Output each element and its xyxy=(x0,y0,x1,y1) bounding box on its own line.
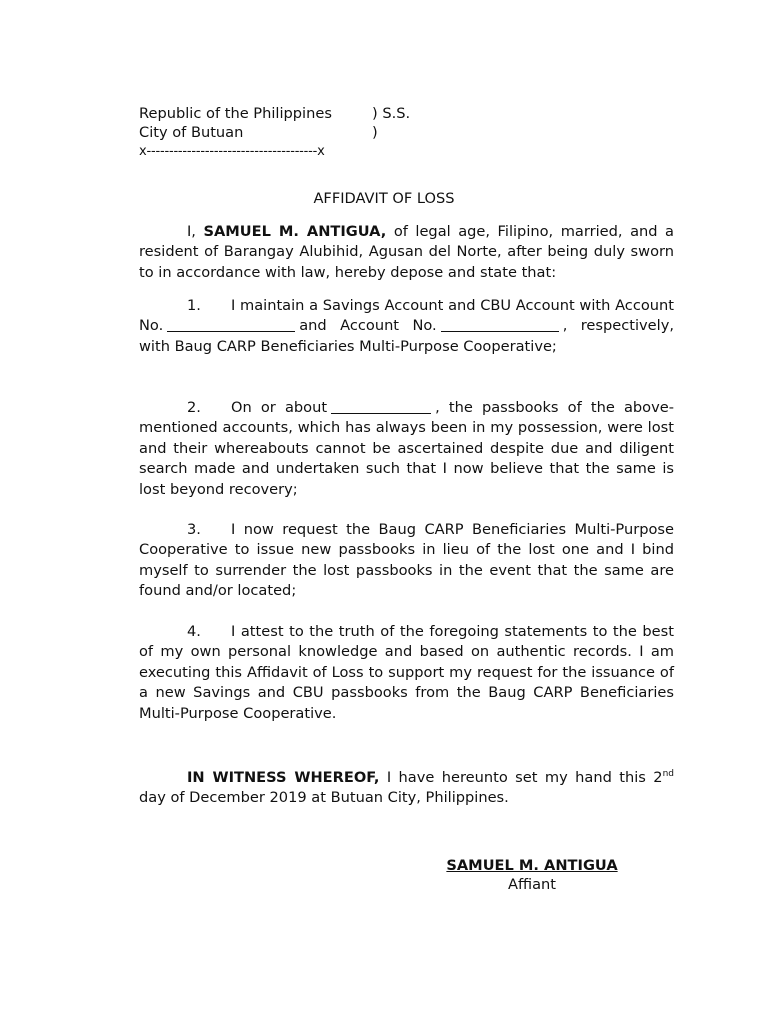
paragraph-3 xyxy=(139,520,674,602)
paragraph-3-number: 3. xyxy=(187,521,201,538)
caption-city: City of Butuan xyxy=(139,124,244,141)
intro-prefix: I, xyxy=(187,223,204,240)
paragraph-1-text-c: , respectively, with Baug CARP Beneficiaries Multi-Purpose Cooperative; xyxy=(139,317,674,355)
witness-lead: IN WITNESS WHEREOF, xyxy=(187,769,380,786)
paragraph-2 xyxy=(139,398,674,500)
paragraph-4-number: 4. xyxy=(187,623,201,640)
account-no-blank-2[interactable] xyxy=(441,317,559,332)
caption-bracket: ) xyxy=(372,124,378,141)
paragraph-1-number: 1. xyxy=(187,297,201,314)
caption-row-2 xyxy=(139,123,378,142)
witness-paragraph xyxy=(139,768,674,809)
signatory-name: SAMUEL M. ANTIGUA xyxy=(446,857,618,874)
signatory-role: Affiant xyxy=(507,876,556,893)
paragraph-3-text: I now request the Baug CARP Beneficiaries Multi-Purpose Cooperative to issue new passbooks in lieu of the lost one and I bind myself to surrender the lost passbooks in the event that the same are found and/or located; xyxy=(139,521,674,600)
paragraph-1-text-a: I maintain a Savings Account and CBU Account with Account No. xyxy=(139,297,674,335)
paragraph-2-text-a: On or about xyxy=(231,399,328,416)
intro-paragraph xyxy=(139,222,674,283)
signature-block xyxy=(440,856,624,894)
venue-caption xyxy=(139,104,411,161)
witness-text-a: I have hereunto set my hand this 2 xyxy=(379,769,663,786)
paragraph-2-text-b: , the passbooks of the above-mentioned accounts, which has always been in my possession, were lost and their whereabouts cannot be ascertained despite due and diligent search made and undertaken such that I now believe that the same is lost beyond recovery; xyxy=(139,399,674,498)
paragraph-2-number: 2. xyxy=(187,399,201,416)
account-no-blank-1[interactable] xyxy=(167,317,295,332)
witness-text-b: day of December 2019 at Butuan City, Philippines. xyxy=(139,789,509,807)
caption-ss: ) S.S. xyxy=(372,105,411,122)
paragraph-1 xyxy=(139,296,674,357)
caption-row-1 xyxy=(139,104,411,123)
paragraph-4 xyxy=(139,622,674,724)
document-title: AFFIDAVIT OF LOSS xyxy=(313,190,455,207)
caption-country: Republic of the Philippines xyxy=(139,105,332,122)
paragraph-1-text-b: and Account No. xyxy=(299,317,437,335)
caption-separator: x--------------------------------------x xyxy=(139,144,325,159)
affiant-name-inline: SAMUEL M. ANTIGUA, xyxy=(203,223,387,240)
witness-ordinal-suffix: nd xyxy=(662,769,674,780)
paragraph-4-text: I attest to the truth of the foregoing statements to the best of my own personal knowledge and based on authentic records. I am executing this Affidavit of Loss to support my request for the issuance of a new Savings and CBU passbooks from the Baug CARP Beneficiaries Multi-Purpose Cooperative. xyxy=(139,623,674,722)
date-lost-blank[interactable] xyxy=(331,399,431,414)
intro-text: of legal age, Filipino, married, and a resident of Barangay Alubihid, Agusan del Norte, after being duly sworn to in accordance with law, hereby depose and state that: xyxy=(139,223,674,281)
